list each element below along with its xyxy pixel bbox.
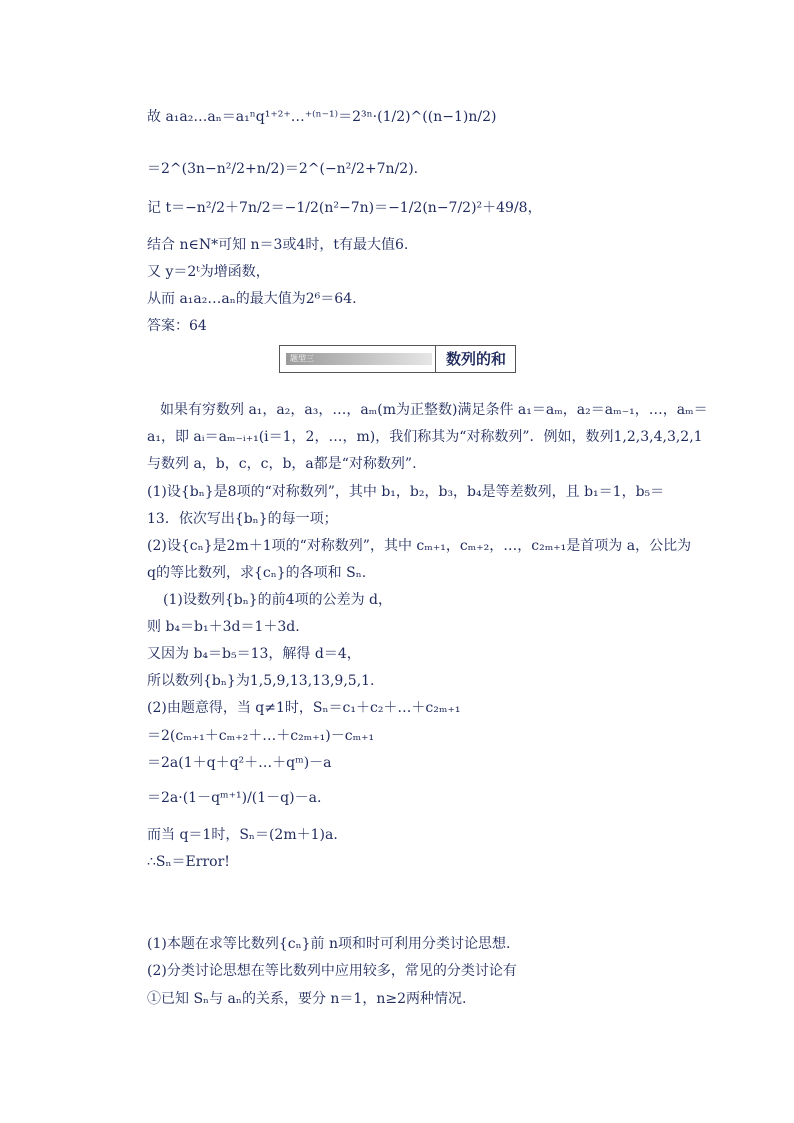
text-line-11: (1)设{bₙ}是8项的“对称数列”，其中 b₁，b₂，b₃，b₄是等差数列，且 b₁＝1，b₅＝ (147, 484, 665, 500)
text-line-26: (2)分类讨论思想在等比数列中应用较多，常见的分类讨论有 (147, 963, 517, 979)
text-line-5: 又 y＝2ᵗ为增函数， (147, 264, 270, 280)
header-divider (435, 346, 436, 372)
text-line-22: ＝2a·(1－qᵐ⁺¹)/(1－q)－a. (147, 790, 322, 806)
text-line-24: ∴Sₙ＝Error! (147, 854, 230, 870)
text-line-2: ＝2^(3n−n²/2+n/2)＝2^(−n²/2+7n/2). (147, 161, 419, 177)
text-line-15: (1)设数列{bₙ}的前4项的公差为 d， (163, 592, 392, 608)
text-line-27: ①已知 Sₙ与 aₙ的关系，要分 n＝1，n≥2两种情况. (147, 991, 467, 1007)
text-line-3: 记 t＝−n²/2＋7n/2＝−1/2(n²−7n)＝−1/2(n−7/2)²＋49/8， (147, 200, 542, 216)
text-line-14: q的等比数列，求{cₙ}的各项和 Sₙ. (147, 565, 367, 581)
text-line-16: 则 b₄＝b₁＋3d＝1＋3d. (147, 619, 300, 635)
text-line-17: 又因为 b₄＝b₅＝13，解得 d＝4， (147, 646, 361, 662)
text-line-21: ＝2a(1＋q＋q²＋…＋qᵐ)－a (147, 755, 332, 771)
text-line-18: 所以数列{bₙ}为1,5,9,13,13,9,5,1. (147, 673, 375, 689)
text-line-19: (2)由题意得，当 q≠1时，Sₙ＝c₁＋c₂＋…＋c₂ₘ₊₁ (147, 700, 461, 716)
text-line-23: 而当 q＝1时，Sₙ＝(2m＋1)a. (147, 827, 338, 843)
text-line-6: 从而 a₁a₂…aₙ的最大值为2⁶＝64. (147, 291, 357, 307)
text-line-9: a₁，即 aᵢ＝aₘ₋ᵢ₊₁(i＝1，2，…，m)，我们称其为“对称数列”．例如，数列1,2,3,4,3,2,1 (147, 429, 703, 445)
text-line-20: ＝2(cₘ₊₁＋cₘ₊₂＋…＋c₂ₘ₊₁)－cₘ₊₁ (147, 728, 375, 744)
text-line-12: 13．依次写出{bₙ}的每一项； (147, 511, 338, 527)
section-badge-text: 题型三 (290, 354, 314, 363)
text-line-10: 与数列 a，b，c，c，b，a都是“对称数列”. (147, 456, 417, 472)
text-line-4: 结合 n∈N*可知 n＝3或4时，t有最大值6. (147, 237, 409, 253)
text-line-13: (2)设{cₙ}是2m＋1项的“对称数列”，其中 cₘ₊₁，cₘ₊₂，…，c₂ₘ₊₁是首项为 a，公比为 (147, 538, 692, 554)
text-line-25: (1)本题在求等比数列{cₙ}前 n项和时可利用分类讨论思想. (147, 936, 511, 952)
section-title: 数列的和 (446, 350, 507, 368)
text-line-7: 答案：64 (147, 318, 207, 334)
section-header (279, 345, 516, 373)
section-badge (286, 353, 432, 365)
text-line-8: 如果有穷数列 a₁，a₂，a₃，…，aₘ(m为正整数)满足条件 a₁＝aₘ，a₂＝aₘ₋₁，…，aₘ＝ (160, 402, 708, 418)
text-line-1: 故 a₁a₂…aₙ＝a₁ⁿq¹⁺²⁺…⁺⁽ⁿ⁻¹⁾＝2³ⁿ·(1/2)^((n−1)n/2) (147, 109, 497, 125)
